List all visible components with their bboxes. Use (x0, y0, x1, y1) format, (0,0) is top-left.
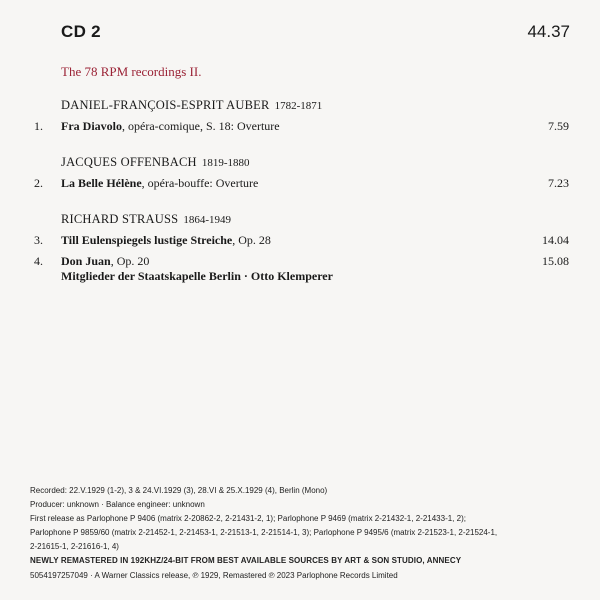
composer-block-auber (30, 96, 569, 137)
track-duration: 7.59 (548, 119, 569, 133)
track-row (30, 230, 569, 251)
track-number: 4. (34, 254, 43, 268)
performers: Mitglieder der Staatskapelle Berlin · Otto Klemperer (61, 269, 333, 283)
work-list (30, 96, 569, 288)
composer-heading (30, 153, 569, 173)
series-title: The 78 RPM recordings II. (61, 64, 202, 79)
track-row (30, 173, 569, 194)
composer-heading (30, 96, 569, 116)
total-duration: 44.37 (527, 22, 570, 41)
composer-heading (30, 210, 569, 230)
cd-header (61, 22, 570, 46)
track-number: 1. (34, 119, 43, 133)
track-details: , Op. 28 (232, 233, 271, 247)
track-duration: 7.23 (548, 176, 569, 190)
composer-dates: 1864-1949 (183, 214, 232, 226)
track-text (61, 230, 271, 251)
track-number: 2. (34, 176, 43, 190)
track-number: 3. (34, 233, 43, 247)
cd-title: CD 2 (61, 22, 101, 41)
track-title: Till Eulenspiegels lustige Streiche (61, 233, 233, 247)
track-title: Fra Diavolo (61, 119, 122, 133)
track-details: , opéra-comique, S. 18: Overture (122, 119, 280, 133)
composer-name: RICHARD STRAUSS (61, 212, 179, 226)
track-title: La Belle Hélène (61, 176, 142, 190)
composer-name: JACQUES OFFENBACH (61, 155, 197, 169)
composer-name: DANIEL-FRANÇOIS-ESPRIT AUBER (61, 98, 270, 112)
first-release-line: Parlophone P 9859/60 (matrix 2-21452-1, 2-21453-1, 2-21513-1, 2-21514-1, 3); Parlophone P 9495/6 (matrix 2-21523-1, 2-21524-1, (30, 528, 498, 538)
track-details: , opéra-bouffe: Overture (141, 176, 259, 190)
composer-block-strauss (30, 210, 569, 272)
credits-block (30, 484, 576, 583)
track-duration: 14.04 (542, 233, 569, 247)
first-release-line: 2-21615-1, 2-21616-1, 4) (30, 542, 119, 552)
track-text (61, 116, 280, 137)
composer-dates: 1782-1871 (274, 100, 323, 112)
track-row (30, 116, 569, 137)
first-release-line: First release as Parlophone P 9406 (matrix 2-20862-2, 2-21431-2, 1); Parlophone P 9469 (matrix 2-21432-1, 2-21433-1, 2); (30, 514, 466, 524)
composer-dates: 1819-1880 (201, 157, 250, 169)
copyright-line: 5054197257049 · A Warner Classics release, ℗ 1929, Remastered ℗ 2023 Parlophone Records Limited (30, 570, 398, 580)
track-title: Don Juan (61, 254, 111, 268)
recorded-line: Recorded: 22.V.1929 (1-2), 3 & 24.VI.1929 (3), 28.VI & 25.X.1929 (4), Berlin (Mono) (30, 486, 328, 495)
track-duration: 15.08 (542, 254, 569, 268)
composer-block-offenbach (30, 153, 569, 194)
track-details: , Op. 20 (110, 254, 150, 268)
producer-line: Producer: unknown · Balance engineer: unknown (30, 500, 205, 510)
remaster-line: NEWLY REMASTERED IN 192KHZ/24-BIT FROM BEST AVAILABLE SOURCES BY ART & SON STUDIO, ANNECY (30, 556, 462, 566)
track-text (61, 173, 258, 194)
